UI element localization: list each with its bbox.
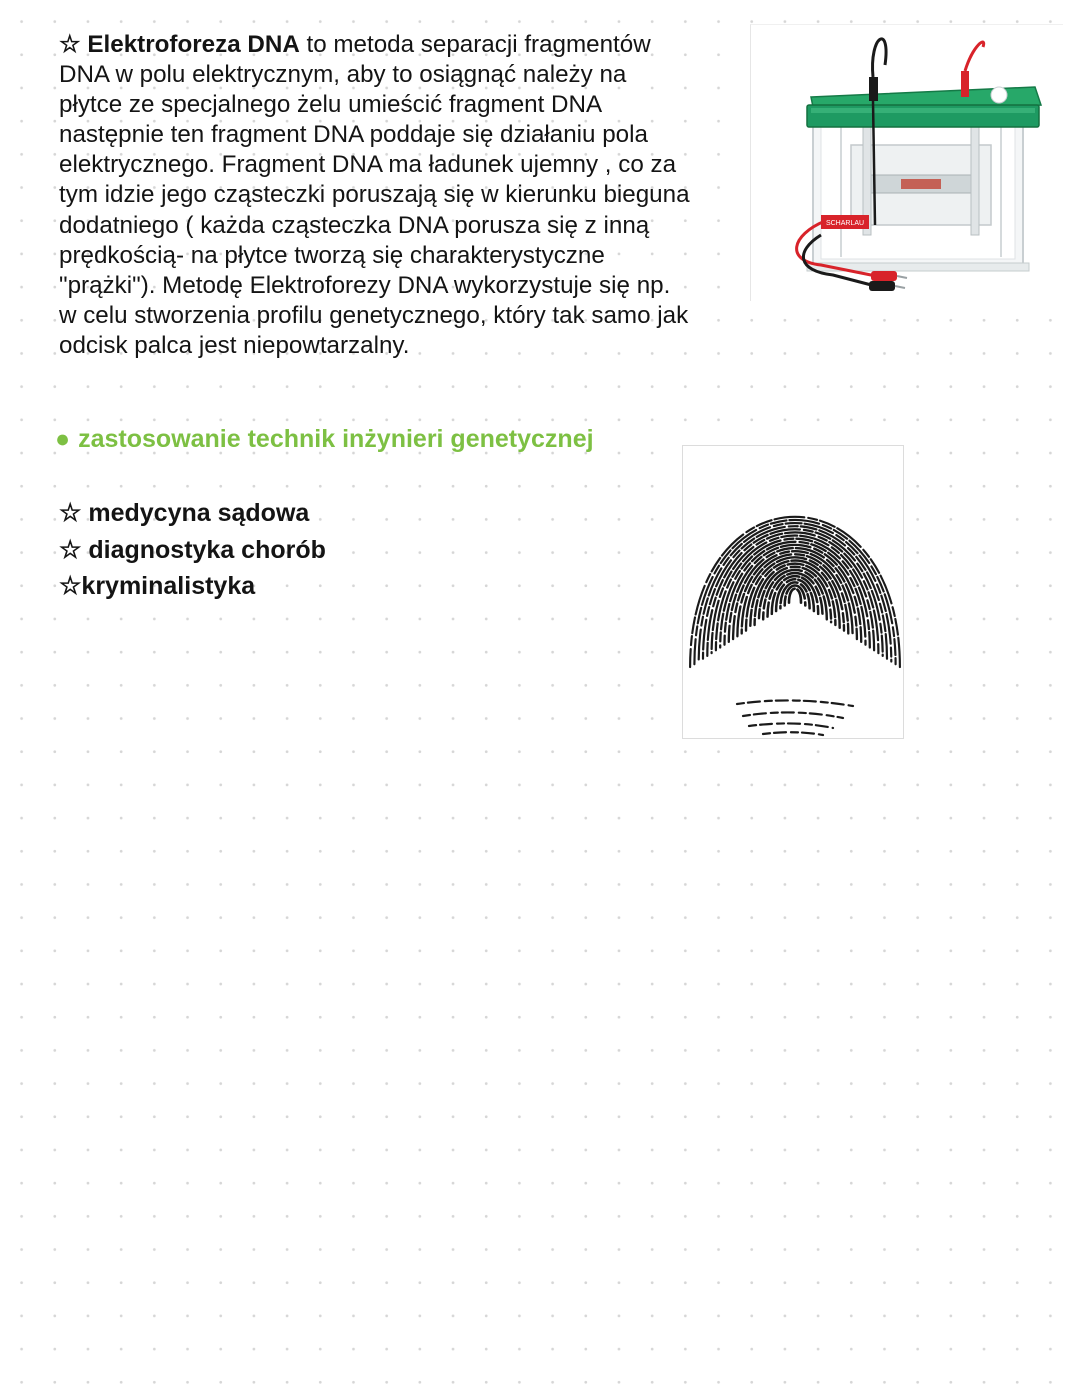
paragraph-text: to metoda separacji fragmentów DNA w polu elektrycznym, aby to osiągnąć należy na płytce ze specjalnego żelu umieścić fragment DNA następnie ten fragment DNA poddaje się działaniu pola elektrycznego. Fragment DNA ma ładunek ujemny , co za tym idzie jego cząsteczki poruszają się w kierunku bieguna dodatniego ( każda cząsteczka DNA porusza się z inną prędkością- na płytce tworzą się charakterystyczne "prążki"). Metodę Elektroforezy DNA wykorzystuje się np. w celu stworzenia profilu genetycznego, który tak samo jak odcisk palca jest niepowtarzalny. xyxy=(59,31,690,359)
bullet-icon: ● xyxy=(55,425,71,453)
apparatus-label: SCHARLAU xyxy=(825,220,865,227)
electrophoresis-apparatus-icon xyxy=(751,25,1063,301)
section-heading xyxy=(55,425,594,454)
section-heading-text: zastosowanie technik inżynieri genetycznej xyxy=(78,425,594,453)
paragraph-term: Elektroforeza DNA xyxy=(87,31,300,58)
electrophoresis-apparatus-image xyxy=(750,24,1063,301)
fingerprint-ridge xyxy=(789,589,801,603)
fingerprint-image xyxy=(682,445,904,739)
applications-list xyxy=(59,496,326,606)
list-item: ☆kryminalistyka xyxy=(59,572,256,600)
fingerprint-icon xyxy=(683,446,903,738)
fingerprint-ridge xyxy=(746,557,844,630)
electrophoresis-paragraph xyxy=(59,30,749,361)
star-icon: ☆ xyxy=(59,31,81,58)
list-item: ☆ diagnostyka chorób xyxy=(59,535,326,564)
list-item: ☆ medycyna sądowa xyxy=(59,499,310,527)
